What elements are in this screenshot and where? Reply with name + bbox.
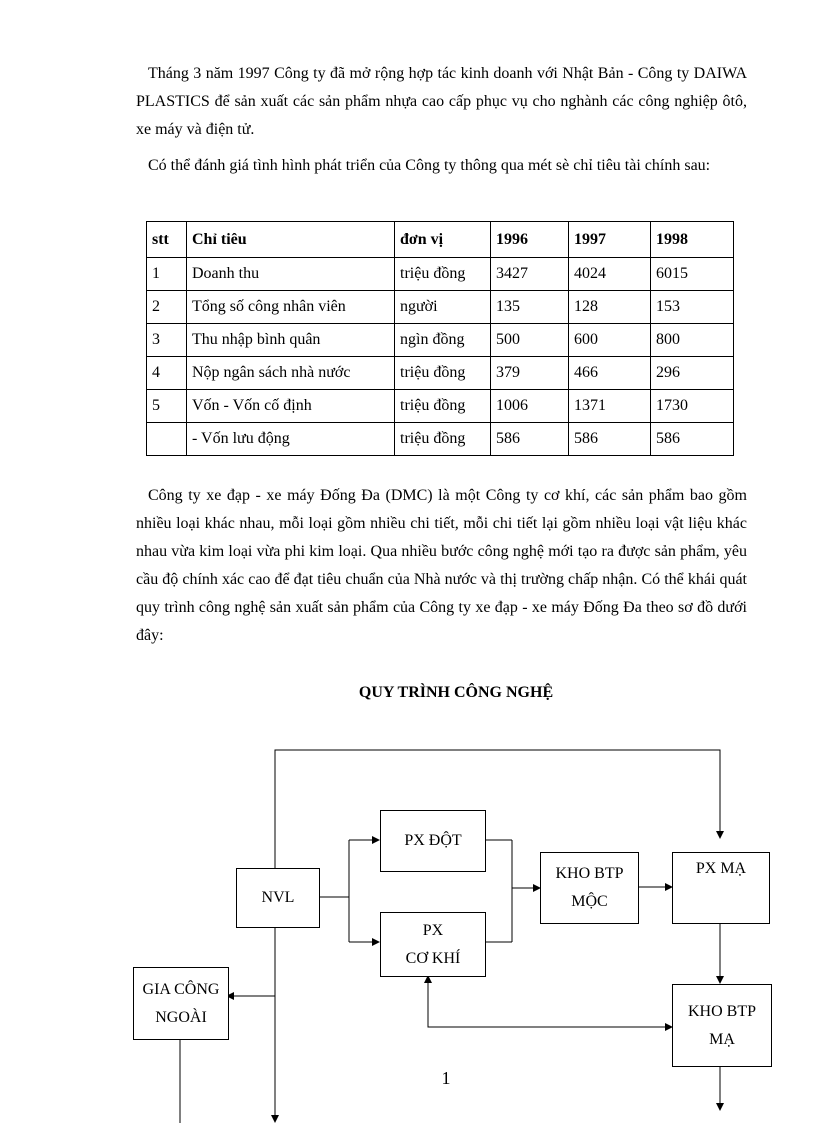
node-px-dot xyxy=(380,810,486,872)
table-cell: 3427 xyxy=(491,258,569,291)
node-gia-cong-ngoai-label-2: NGOÀI xyxy=(155,1008,207,1026)
table-cell: 600 xyxy=(569,324,651,357)
node-px-dot-label: PX ĐỘT xyxy=(404,832,462,849)
paragraph-dmc-description: Công ty xe đạp - xe máy Đống Đa (DMC) là một Công ty cơ khí, các sản phẩm bao gồm nhiều loại khác nhau, mỗi loại gồm nhiều chi tiết, mỗi chi tiết lại gồm nhiều loại vật liệu khác nhau vừa kim loại vừa phi kim loại. Qua nhiều bước công nghệ mới tạo ra được sản phẩm, yêu cầu độ chính xác cao để đạt tiêu chuẩn của Nhà nước và thị trường chấp nhận. Có thể khái quát quy trình công nghệ sản xuất sản phẩm của Công ty xe đạp - xe máy Đống Đa theo sơ đồ dưới đây: xyxy=(136,487,747,644)
node-px-co-khi-label-1: PX xyxy=(422,921,444,939)
table-row xyxy=(147,291,734,324)
table-cell: 4024 xyxy=(569,258,651,291)
diagram-title: QUY TRÌNH CÔNG NGHỆ xyxy=(358,684,554,701)
table-cell: 1 xyxy=(147,258,187,291)
node-px-ma-label: PX MẠ xyxy=(695,860,747,877)
table-cell: triệu đồng xyxy=(395,258,491,291)
table-cell: 153 xyxy=(651,291,734,324)
table-cell: 586 xyxy=(491,423,569,456)
table-cell: Vốn - Vốn cố định xyxy=(187,390,395,423)
table-cell: 586 xyxy=(569,423,651,456)
node-nvl xyxy=(236,868,320,928)
table-cell: 586 xyxy=(651,423,734,456)
table-cell: 379 xyxy=(491,357,569,390)
table-cell: 296 xyxy=(651,357,734,390)
node-px-co-khi xyxy=(380,912,486,977)
paragraph-financial-intro: Có thể đánh giá tình hình phát triển của Công ty thông qua mét sè chỉ tiêu tài chính sau: xyxy=(148,157,711,174)
table-cell: ngìn đồng xyxy=(395,324,491,357)
table-row xyxy=(147,324,734,357)
node-kho-btp-ma-label-2: MẠ xyxy=(709,1030,735,1048)
table-cell: Thu nhập bình quân xyxy=(187,324,395,357)
table-cell: 6015 xyxy=(651,258,734,291)
paragraph-daiwa-cooperation: Tháng 3 năm 1997 Công ty đã mở rộng hợp tác kinh doanh với Nhật Bản - Công ty DAIWA PLASTICS để sản xuất các sản phẩm nhựa cao cấp phục vụ cho nghành các công nghiệp ôtô, xe máy và điện tử. xyxy=(136,65,747,138)
header-1997: 1997 xyxy=(569,222,651,258)
table-cell: 1006 xyxy=(491,390,569,423)
table-cell: 3 xyxy=(147,324,187,357)
financial-indicators-table xyxy=(146,221,734,456)
node-kho-btp-moc-label-1: KHO BTP xyxy=(555,865,624,882)
table-cell: 466 xyxy=(569,357,651,390)
table-cell: 135 xyxy=(491,291,569,324)
header-indicator: Chỉ tiêu xyxy=(187,222,395,258)
table-cell: 5 xyxy=(147,390,187,423)
table-header-row xyxy=(147,222,734,258)
arrow-kho-ma-to-px-co-khi xyxy=(428,976,672,1027)
table-cell: 4 xyxy=(147,357,187,390)
table-cell: Tổng số công nhân viên xyxy=(187,291,395,324)
header-stt: stt xyxy=(147,222,187,258)
table-cell: triệu đồng xyxy=(395,390,491,423)
page-number: 1 xyxy=(441,1068,451,1088)
table-cell: Nộp ngân sách nhà nước xyxy=(187,357,395,390)
node-px-ma xyxy=(672,852,770,924)
node-kho-btp-moc xyxy=(540,852,639,924)
header-unit: đơn vị xyxy=(395,222,491,258)
table-cell: - Vốn lưu động xyxy=(187,423,395,456)
header-1998: 1998 xyxy=(651,222,734,258)
header-1996: 1996 xyxy=(491,222,569,258)
table-row xyxy=(147,258,734,291)
node-kho-btp-ma xyxy=(672,984,772,1067)
table-cell: người xyxy=(395,291,491,324)
node-gia-cong-ngoai-label-1: GIA CÔNG xyxy=(142,980,220,998)
table-cell: 2 xyxy=(147,291,187,324)
table-cell: 128 xyxy=(569,291,651,324)
table-cell xyxy=(147,423,187,456)
node-px-co-khi-label-2: CƠ KHÍ xyxy=(405,949,461,967)
table-cell: 500 xyxy=(491,324,569,357)
table-cell: 1730 xyxy=(651,390,734,423)
table-row xyxy=(147,357,734,390)
node-kho-btp-ma-label-1: KHO BTP xyxy=(687,1002,756,1020)
arrow-nvl-to-px-ma xyxy=(275,750,720,868)
node-nvl-label: NVL xyxy=(261,889,295,906)
node-gia-cong-ngoai xyxy=(133,967,229,1040)
node-kho-btp-moc-label-2: MỘC xyxy=(571,893,608,910)
table-cell: triệu đồng xyxy=(395,423,491,456)
table-row xyxy=(147,423,734,456)
table-cell: Doanh thu xyxy=(187,258,395,291)
table-cell: 800 xyxy=(651,324,734,357)
table-cell: 1371 xyxy=(569,390,651,423)
table-cell: triệu đồng xyxy=(395,357,491,390)
table-row xyxy=(147,390,734,423)
